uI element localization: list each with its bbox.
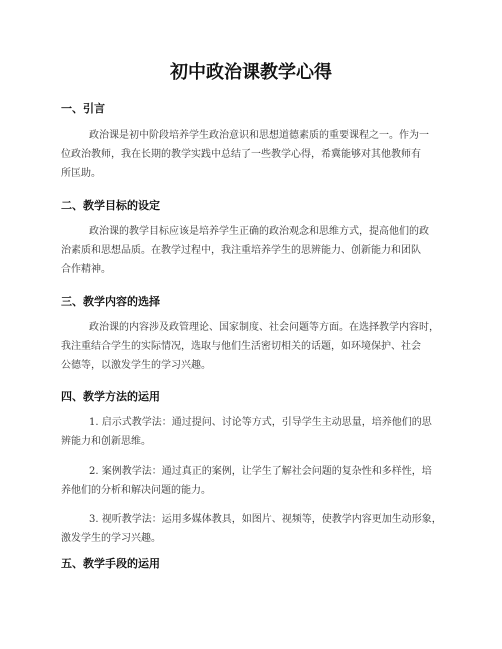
- section-heading-introduction: 一、引言: [61, 102, 105, 115]
- section-heading-content: 三、教学内容的选择: [61, 295, 160, 308]
- paragraph-line: 2. 案例教学法：通过真正的案例，让学生了解社会问题的复杂性和多样性，培: [89, 466, 432, 477]
- section-heading-methods: 四、教学方法的运用: [61, 390, 160, 403]
- paragraph-line: 辨能力和创新思维。: [61, 436, 151, 447]
- paragraph-line: 政治课的教学目标应该是培养学生正确的政治观念和思维方式，提高他们的政: [89, 226, 429, 237]
- paragraph-line: 合作精神。: [61, 264, 111, 275]
- paragraph-line: 政治课是初中阶段培养学生政治意识和思想道德素质的重要课程之一。作为一: [89, 130, 429, 141]
- paragraph-line: 位政治教师，我在长期的教学实践中总结了一些教学心得，希冀能够对其他教师有: [61, 149, 421, 160]
- document-title: 初中政治课教学心得: [170, 62, 332, 83]
- paragraph-line: 我注重结合学生的实际情况，选取与他们生活密切相关的话题，如环境保护、社会: [61, 341, 421, 352]
- section-heading-means: 五、教学手段的运用: [61, 557, 160, 570]
- paragraph-line: 激发学生的学习兴趣。: [61, 533, 161, 544]
- paragraph-line: 养他们的分析和解决问题的能力。: [61, 485, 211, 496]
- paragraph-content: [61, 318, 441, 375]
- paragraph-line: 1. 启示式教学法：通过提问、讨论等方式，引导学生主动思量，培养他们的思: [89, 417, 432, 428]
- paragraph-method-3: [61, 510, 441, 548]
- paragraph-line: 治素质和思想品质。在教学过程中，我注重培养学生的思辨能力、创新能力和团队: [61, 245, 421, 256]
- paragraph-introduction: [61, 126, 441, 183]
- paragraph-line: 3. 视听教学法：运用多媒体教具，如图片、视频等，使教学内容更加生动形象，: [89, 514, 442, 525]
- paragraph-line: 所匡助。: [61, 168, 101, 179]
- section-heading-goals: 二、教学目标的设定: [61, 199, 160, 212]
- paragraph-line: 公德等，以激发学生的学习兴趣。: [61, 360, 211, 371]
- paragraph-line: 政治课的内容涉及政管理论、国家制度、社会问题等方面。在选择教学内容时，: [89, 322, 439, 333]
- paragraph-method-1: [61, 413, 441, 451]
- paragraph-method-2: [61, 462, 441, 500]
- paragraph-goals: [61, 222, 441, 279]
